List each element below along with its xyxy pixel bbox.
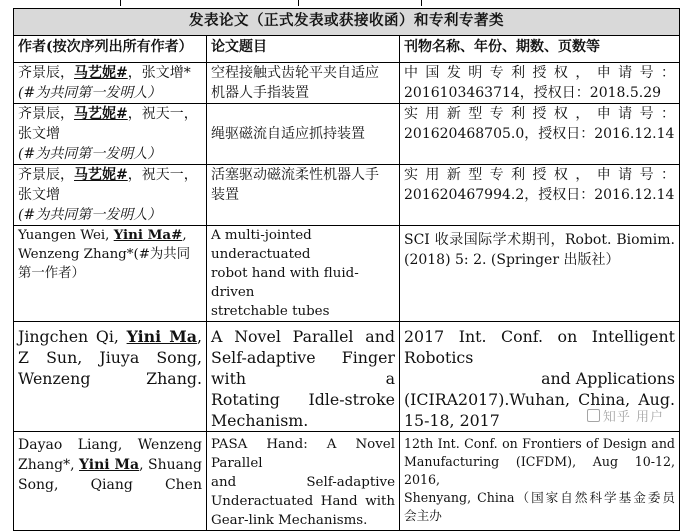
authors-cell xyxy=(14,165,207,226)
table-row xyxy=(14,104,680,165)
title-line: 装置 xyxy=(211,187,239,203)
authors-text: Jingchen Qi, xyxy=(18,327,127,346)
title-line: Self-adaptive Finger with a xyxy=(211,348,395,388)
venue-line: (ICIRA2017).Wuhan, China, Aug. xyxy=(404,390,675,409)
authors-note: (#为共同第一发明人） xyxy=(18,85,162,101)
title-line: Mechanism. xyxy=(211,411,309,430)
title-line: and Self-adaptive xyxy=(211,475,395,490)
title-line: robot hand with fluid-driven xyxy=(211,266,359,300)
title-line: Underactuated Hand with xyxy=(211,494,395,509)
authors-text: , Z Sun, Jiuya Song, Wenzeng Zhang. xyxy=(18,327,202,388)
table-title: 发表论文（正式发表或获接收函）和专利专著类 xyxy=(14,9,680,36)
venue-line: Manufacturing (ICFDM), Aug 10-12, 2016, xyxy=(404,454,675,487)
venue-line: 201620468705.0，授权日：2016.12.14 xyxy=(404,126,675,142)
highlighted-author: 马艺妮# xyxy=(74,167,128,183)
authors-cell xyxy=(14,63,207,104)
title-line: 绳驱磁流自适应抓持装置 xyxy=(211,126,365,142)
authors-text: 齐景辰， xyxy=(18,65,74,81)
watermark-text: 知乎 用户 xyxy=(602,410,664,425)
venue-line: 中国发明专利授权，申请号： xyxy=(404,65,675,81)
title-line: A multi-jointed underactuated xyxy=(211,228,312,262)
venue-line: and Applications xyxy=(541,369,675,388)
authors-cell xyxy=(14,226,207,322)
venue-line: 201620467994.2，授权日：2016.12.14 xyxy=(404,187,675,203)
table-row xyxy=(14,226,680,322)
highlighted-author: Yini Ma xyxy=(126,327,197,346)
watermark xyxy=(587,406,664,425)
header-venue: 刊物名称、年份、期数、页数等 xyxy=(400,36,680,63)
authors-text: Dayao Liang, Wenzeng Zhang*, xyxy=(18,437,202,473)
table-title-row xyxy=(14,9,680,36)
authors-text: ，祝天一，张文增 xyxy=(18,167,198,203)
title-cell xyxy=(207,322,400,432)
authors-text: 齐景辰， xyxy=(18,106,74,122)
column-tick xyxy=(298,0,299,6)
venue-line: 会主办 xyxy=(404,508,442,523)
table-row xyxy=(14,165,680,226)
venue-line: SCI 收录国际学术期刊，Robot. Biomim. xyxy=(404,232,675,248)
title-line: stretchable tubes xyxy=(211,304,330,319)
title-line: A Novel Parallel and xyxy=(211,327,395,346)
venue-line: 实用新型专利授权，申请号： xyxy=(404,106,675,122)
venue-cell xyxy=(400,226,680,322)
authors-note: (#为共同第一作者） xyxy=(18,247,191,281)
venue-line: Shenyang, China（国家自然科学基金委员 xyxy=(404,490,675,505)
title-line: 空程接触式齿轮平夹自适应 xyxy=(211,65,379,81)
venue-line: 2017 Int. Conf. on Intelligent Robotics xyxy=(404,327,675,367)
title-line: 机器人手指装置 xyxy=(211,85,309,101)
title-cell xyxy=(207,432,400,531)
authors-cell xyxy=(14,104,207,165)
venue-line: 15-18, 2017 xyxy=(404,411,500,430)
highlighted-author: 马艺妮# xyxy=(74,106,128,122)
title-line: 活塞驱动磁流柔性机器人手 xyxy=(211,167,379,183)
title-cell xyxy=(207,165,400,226)
authors-note: (#为共同第一发明人） xyxy=(18,146,162,162)
venue-line: 2016103463714，授权日：2018.5.29 xyxy=(404,85,662,101)
title-cell xyxy=(207,104,400,165)
venue-cell xyxy=(400,63,680,104)
title-cell xyxy=(207,226,400,322)
title-line: Gear-link Mechanisms. xyxy=(211,513,368,528)
table-header-row xyxy=(14,36,680,63)
authors-text: , Wenzeng Zhang* xyxy=(18,228,187,262)
header-authors: 作者(按次序列出所有作者） xyxy=(14,36,207,63)
venue-cell xyxy=(400,432,680,531)
authors-text: ，张文增* xyxy=(127,65,191,81)
authors-text: Yuangen Wei, xyxy=(18,228,114,243)
top-strip xyxy=(0,0,690,8)
table-row xyxy=(14,432,680,531)
title-line: Rotating Idle-stroke xyxy=(211,390,395,409)
authors-cell xyxy=(14,322,207,432)
venue-line: (2018) 5: 2. (Springer 出版社） xyxy=(404,252,620,268)
title-cell xyxy=(207,63,400,104)
table-row xyxy=(14,63,680,104)
highlighted-author: 马艺妮# xyxy=(74,65,128,81)
highlighted-author: Yini Ma# xyxy=(113,227,183,243)
highlighted-author: Yini Ma xyxy=(79,457,140,473)
authors-text: ，祝天一，张文增 xyxy=(18,106,198,142)
column-tick xyxy=(120,0,121,6)
table-row xyxy=(14,322,680,432)
venue-cell xyxy=(400,165,680,226)
authors-note: (#为共同第一发明人） xyxy=(18,207,162,223)
authors-cell xyxy=(14,432,207,531)
publications-table xyxy=(13,8,680,531)
venue-line: 实用新型专利授权，申请号： xyxy=(404,167,675,183)
authors-text: 齐景辰， xyxy=(18,167,74,183)
title-line: PASA Hand: A Novel Parallel xyxy=(211,437,395,471)
column-tick xyxy=(421,0,422,6)
authors-text: , Shuang Song, Qiang Chen xyxy=(18,457,202,493)
zhihu-logo-icon xyxy=(587,409,600,422)
venue-cell xyxy=(400,104,680,165)
header-title: 论文题目 xyxy=(207,36,400,63)
venue-line: 12th Int. Conf. on Frontiers of Design and xyxy=(404,436,675,451)
